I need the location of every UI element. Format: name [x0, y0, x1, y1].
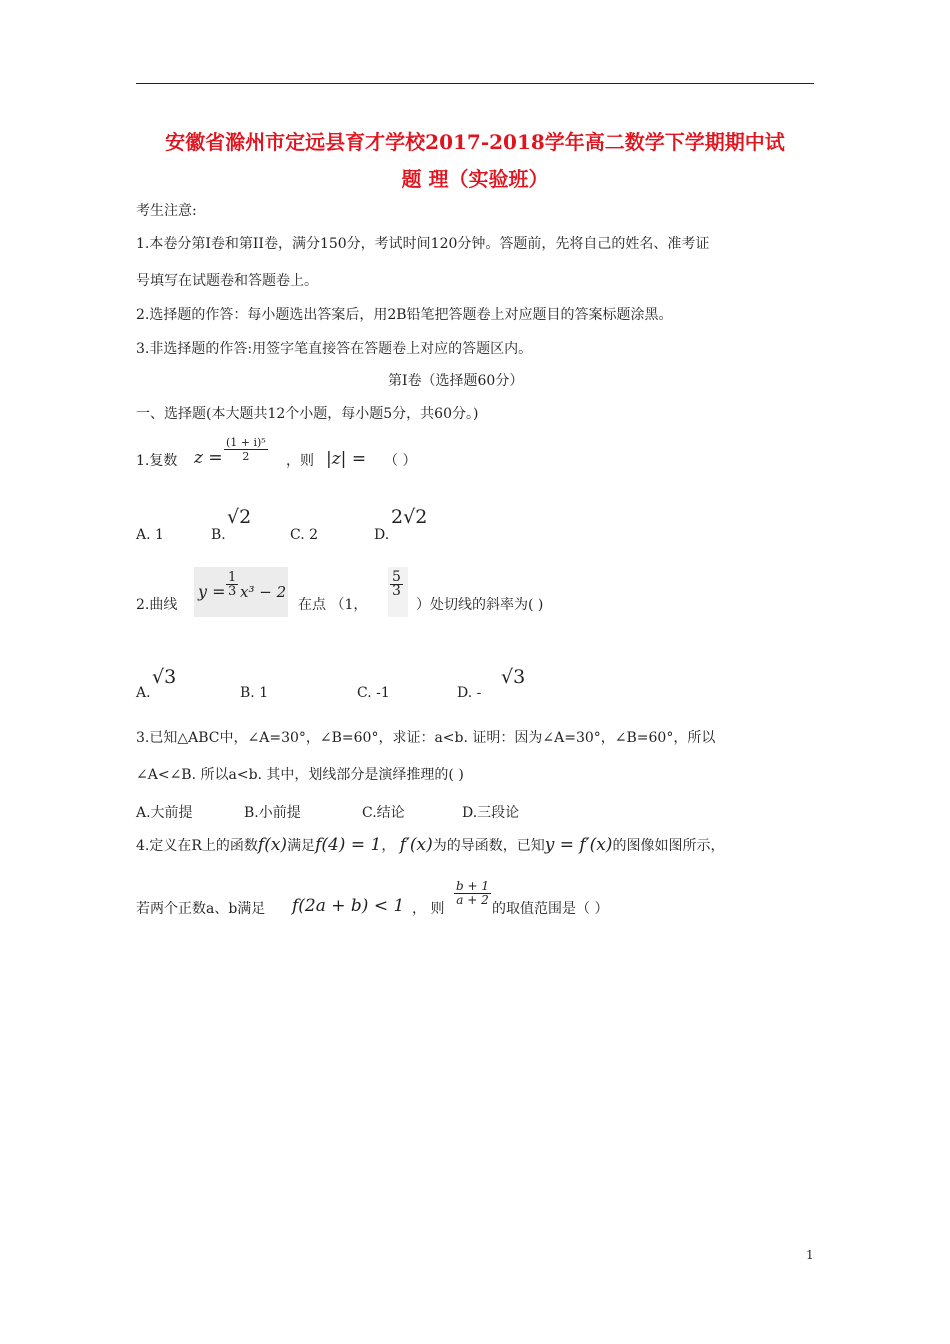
- q2-option-d-math: √3: [501, 666, 526, 688]
- q4-math-3: f′(x): [399, 835, 433, 855]
- q4-text-2: 满足: [287, 838, 316, 854]
- q1-option-b-math: √2: [227, 506, 252, 528]
- q1-abs-z: |z| =: [326, 449, 367, 469]
- q2-at-point: 在点 （1，: [298, 597, 368, 613]
- section-instruction: 一、选择题(本大题共12个小题，每小题5分，共60分。): [136, 406, 479, 422]
- q2-formula-box: [194, 567, 288, 617]
- q2-point-den: 3: [392, 583, 401, 599]
- q2-option-a: A.: [136, 685, 151, 701]
- notice-item-1b: 号填写在试题卷和答题卷上。: [136, 273, 318, 289]
- q4-line-1: [136, 836, 724, 855]
- q2-formula-frac: [226, 571, 238, 598]
- q3-line-2: ∠A<∠B. 所以a<b. 其中，划线部分是演绎推理的( ): [136, 767, 464, 783]
- q4-text-1: 4.定义在R上的函数: [136, 838, 258, 854]
- q1-fraction: [224, 436, 268, 463]
- q3-option-d: D.三段论: [462, 805, 520, 821]
- title-line-1: 安徽省滁州市定远县育才学校2017-2018学年高二数学下学期期中试: [165, 130, 785, 154]
- q1-frac-den: 2: [242, 450, 250, 463]
- q3-option-b: B.小前提: [244, 805, 301, 821]
- q4-math-1: f(x): [257, 835, 288, 855]
- q2-option-b: B. 1: [240, 685, 269, 701]
- notice-item-3: 3.非选择题的作答:用签字笔直接答在答题卷上对应的答题区内。: [136, 341, 533, 357]
- part-title: 第I卷（选择题60分）: [388, 373, 524, 389]
- q3-line-1: 3.已知△ABC中，∠A=30°，∠B=60°，求证：a<b. 证明：因为∠A=30°，∠B=60°，所以: [136, 730, 716, 746]
- q3-option-c: C.结论: [362, 805, 405, 821]
- q1-z-eq: z =: [194, 448, 223, 468]
- q4-fraction: [454, 880, 491, 907]
- q2-point-box: [388, 567, 408, 617]
- header-rule: [136, 83, 814, 84]
- q2-suffix: ）处切线的斜率为( ): [416, 597, 544, 613]
- q4-frac-num: b + 1: [456, 879, 489, 893]
- q4-text-4: 为的导函数，已知: [432, 838, 545, 854]
- notice-item-2: 2.选择题的作答：每小题选出答案后，用2B铅笔把答题卷上对应题目的答案标题涂黑。: [136, 307, 673, 323]
- q2-option-c: C. -1: [357, 685, 390, 701]
- q4-frac-den: a + 2: [456, 893, 489, 907]
- q1-option-a: A. 1: [136, 527, 164, 543]
- q4-text-5: 的图像如图所示，: [612, 838, 725, 854]
- notice-heading: 考生注意:: [136, 203, 197, 219]
- q2-formula-rest: x³ − 2: [240, 583, 287, 601]
- q1-option-d: D.: [374, 527, 390, 543]
- q2-point-frac: [390, 571, 403, 598]
- q1-then: ，则: [286, 453, 314, 469]
- q2-formula-lhs: y =: [198, 582, 226, 601]
- q3-option-a: A.大前提: [136, 805, 193, 821]
- q2-formula-den: 3: [228, 584, 237, 599]
- q4-text-3: ，: [381, 838, 396, 854]
- title-line-2: 题 理（实验班）: [401, 167, 549, 191]
- q4-line-2-text-3: 的取值范围是（ ）: [492, 901, 609, 917]
- q2-formula-num: 1: [228, 570, 237, 585]
- q2-point-num: 5: [392, 569, 401, 585]
- q4-line-2-math-1: f(2a + b) < 1: [292, 896, 405, 916]
- page-number: 1: [806, 1248, 814, 1262]
- q4-math-2: f(4) = 1: [315, 835, 382, 855]
- q1-option-c: C. 2: [290, 527, 319, 543]
- q1-prefix: 1.复数: [136, 453, 178, 469]
- q2-prefix: 2.曲线: [136, 597, 178, 613]
- q1-blank: （ ）: [384, 453, 417, 469]
- q4-line-2-text-2: ， 则: [412, 901, 445, 917]
- notice-item-1a: 1.本卷分第I卷和第II卷，满分150分，考试时间120分钟。答题前，先将自己的姓名、准考证: [136, 236, 710, 252]
- q2-option-d: D. -: [457, 685, 482, 701]
- q4-math-4: y = f′(x): [544, 835, 613, 855]
- q2-option-a-math: √3: [152, 666, 177, 688]
- q1-option-b: B.: [211, 527, 226, 543]
- q1-frac-num: (1 + i)⁵: [226, 436, 266, 449]
- q1-option-d-math: 2√2: [391, 506, 428, 528]
- q4-line-2-text-1: 若两个正数a、b满足: [136, 901, 266, 917]
